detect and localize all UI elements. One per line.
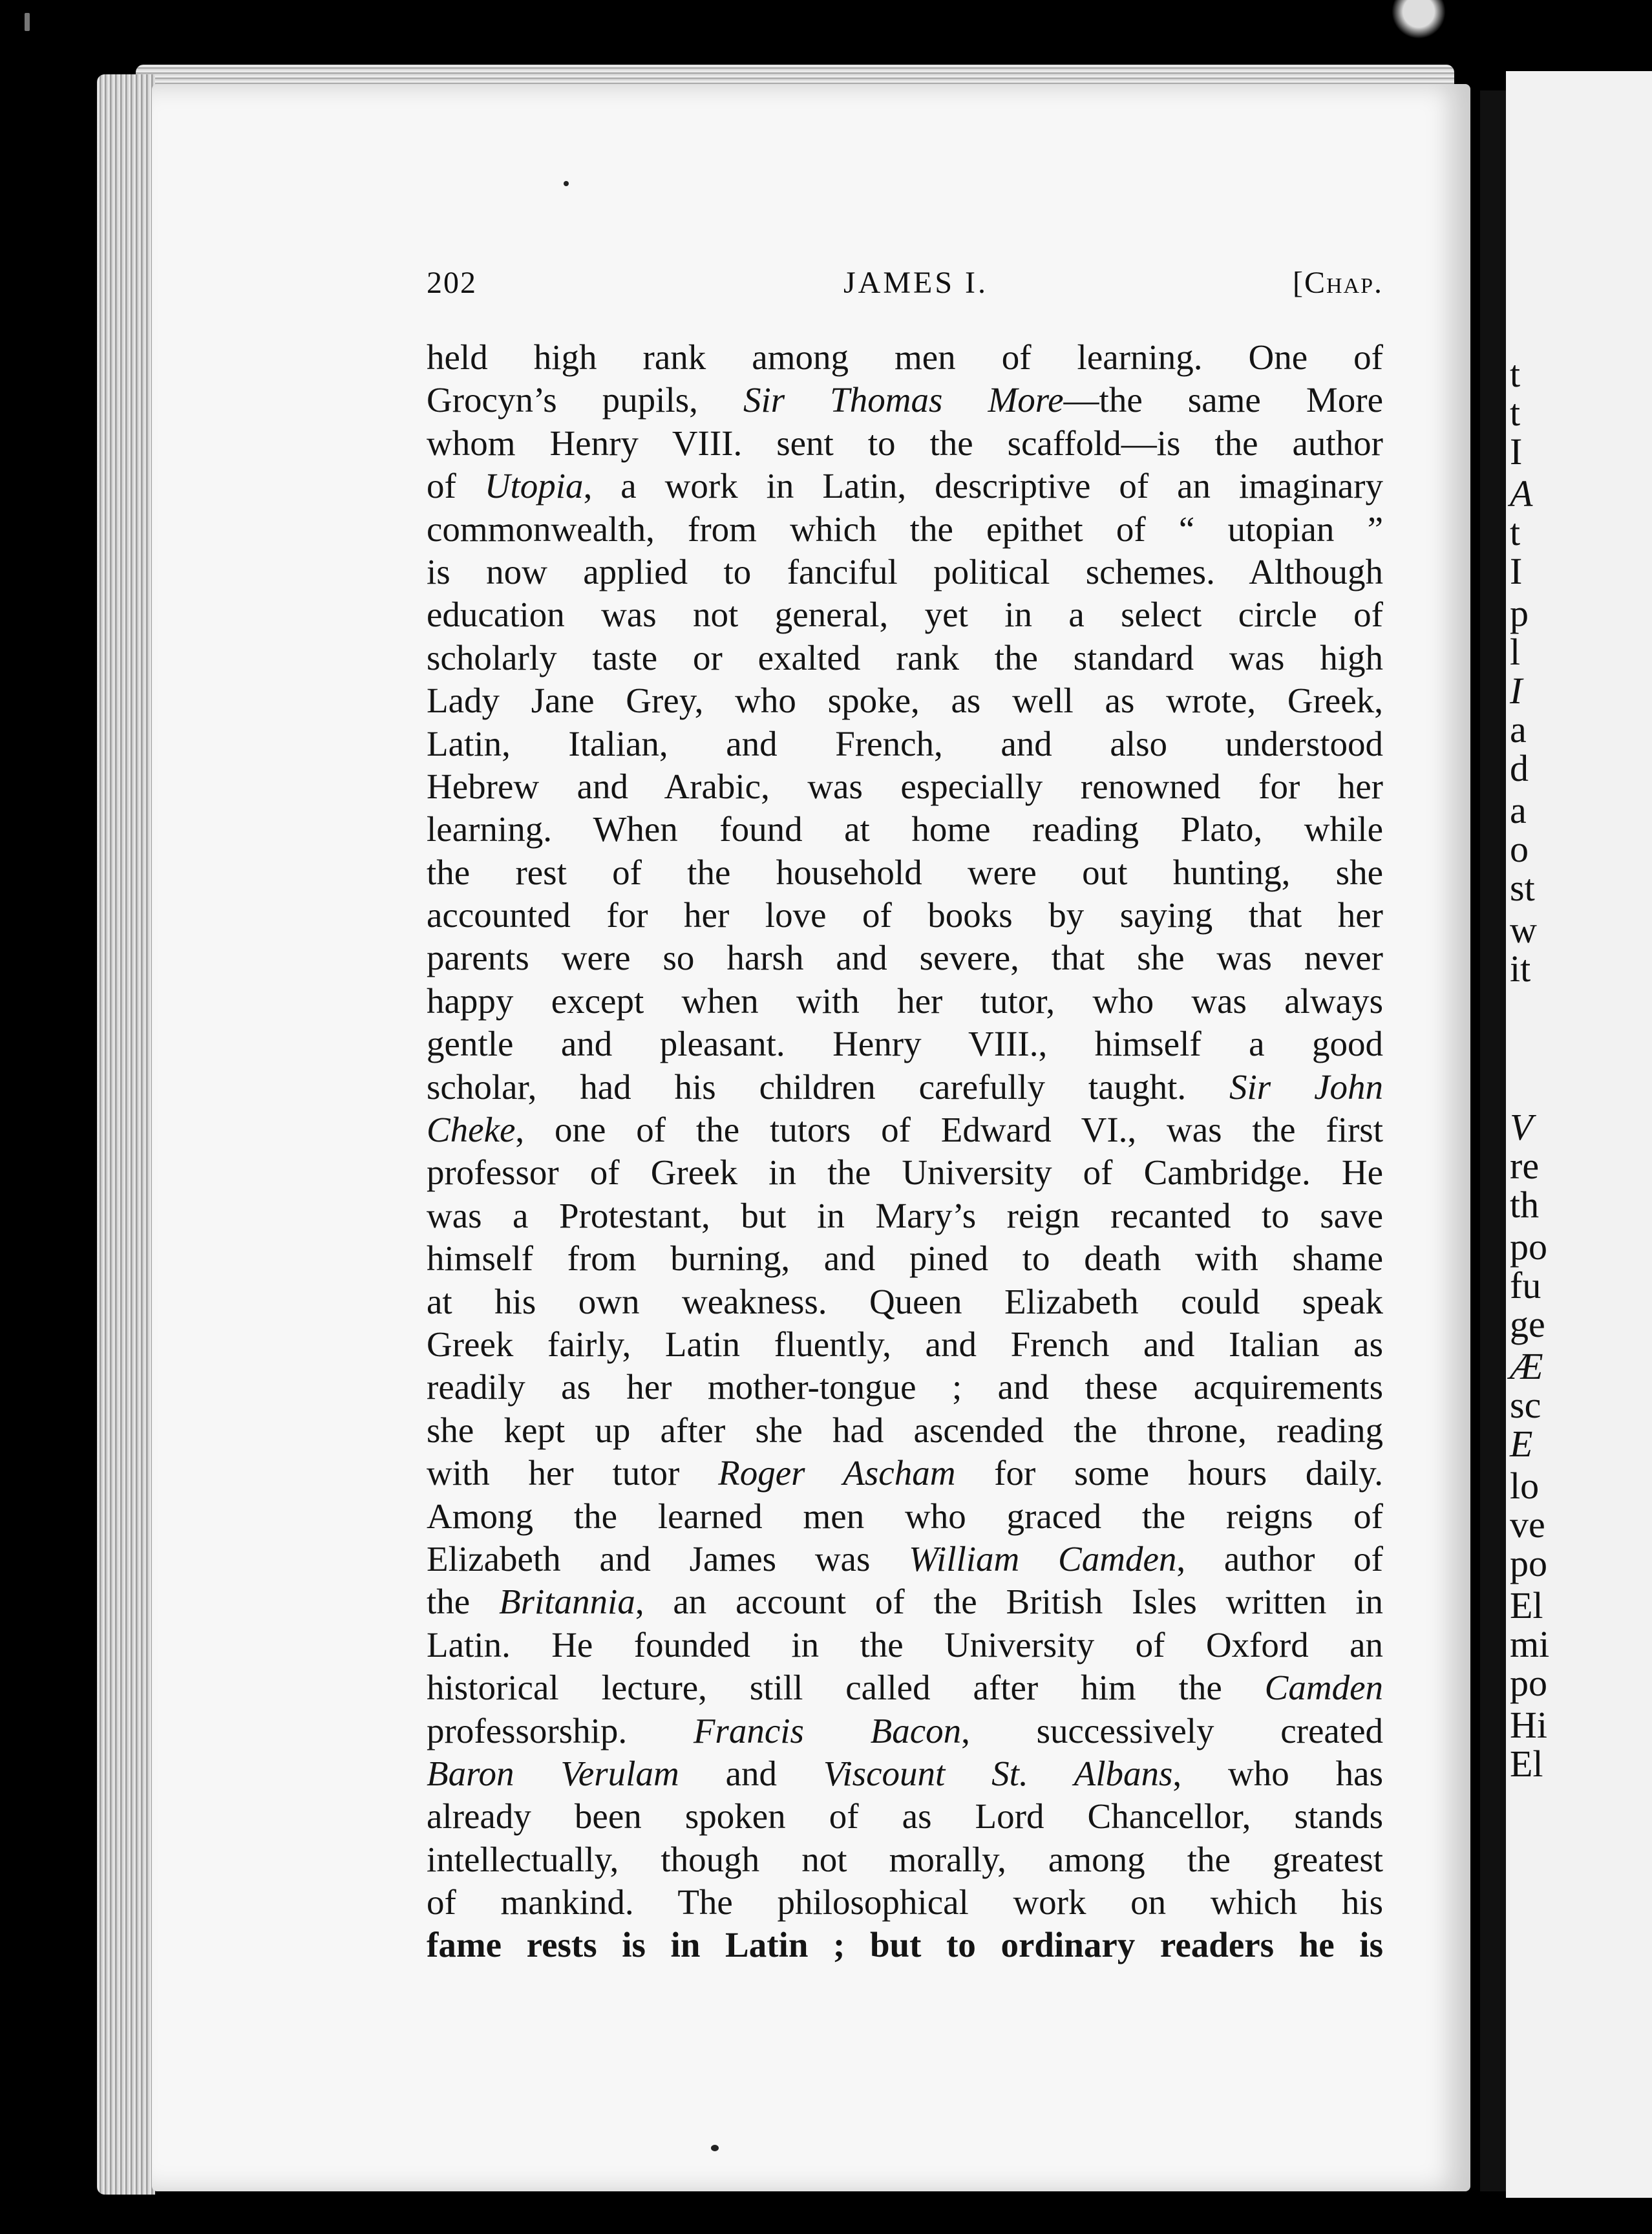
body-text xyxy=(427,336,1383,1967)
text-segment: the rest of the household were out hunting, she xyxy=(427,852,1383,892)
book-page-edges-left xyxy=(97,74,155,2195)
text-segment: gentle and pleasant. Henry VIII., himself a good xyxy=(427,1024,1383,1064)
facing-page-fragment: po xyxy=(1510,1542,1547,1584)
text-line xyxy=(427,1881,1383,1924)
text-line xyxy=(427,1924,1383,1966)
text-segment: Camden xyxy=(1264,1668,1383,1708)
text-line xyxy=(427,465,1383,507)
facing-page-fragment: l xyxy=(1510,631,1521,673)
facing-page-fragment: V xyxy=(1510,1106,1533,1148)
facing-page-fragment: po xyxy=(1510,1226,1547,1268)
text-segment: Among the learned men who graced the reigns of xyxy=(427,1496,1383,1536)
text-segment: accounted for her love of books by saying that her xyxy=(427,895,1383,935)
text-segment: intellectually, though not morally, among the greatest xyxy=(427,1839,1383,1879)
running-title: JAMES I. xyxy=(843,266,989,300)
facing-page xyxy=(1506,71,1652,2198)
text-line xyxy=(427,1838,1383,1881)
facing-page-fragment: Æ xyxy=(1510,1345,1543,1387)
ink-speck xyxy=(564,181,569,186)
facing-page-fragment: E xyxy=(1510,1423,1533,1465)
text-line xyxy=(427,1281,1383,1323)
text-segment: with her tutor xyxy=(427,1453,719,1493)
text-segment: , who has xyxy=(1172,1753,1383,1793)
facing-page-fragment: I xyxy=(1510,670,1523,712)
top-paper-tear xyxy=(1383,0,1454,39)
facing-page-fragment: a xyxy=(1510,789,1527,831)
text-line xyxy=(427,765,1383,808)
text-line xyxy=(427,508,1383,551)
facing-page-fragment: I xyxy=(1510,550,1523,592)
facing-page-fragment: Hi xyxy=(1510,1704,1547,1746)
text-segment: already been spoken of as Lord Chancellor, stands xyxy=(427,1796,1383,1836)
facing-page-fragment: El xyxy=(1510,1584,1543,1626)
text-segment: scholar, had his children carefully taught. xyxy=(427,1067,1230,1107)
facing-page-fragment: t xyxy=(1510,392,1521,434)
ink-speck xyxy=(25,13,30,31)
text-segment: Francis Bacon xyxy=(693,1710,962,1750)
facing-page-fragment: d xyxy=(1510,747,1529,789)
text-line xyxy=(427,1495,1383,1538)
text-segment: she kept up after she had ascended the throne, reading xyxy=(427,1410,1383,1450)
text-segment: the xyxy=(427,1582,499,1622)
text-line xyxy=(427,637,1383,679)
text-segment: is now applied to fanciful political schemes. Although xyxy=(427,551,1383,591)
text-segment: Sir John xyxy=(1229,1067,1383,1107)
text-segment: professor of Greek in the University of Cambridge. He xyxy=(427,1153,1383,1193)
text-segment: Grocyn’s pupils, xyxy=(427,380,743,420)
text-line xyxy=(427,937,1383,979)
text-line xyxy=(427,551,1383,593)
facing-page-fragment: ve xyxy=(1510,1504,1545,1546)
facing-page-fragment: fu xyxy=(1510,1264,1541,1306)
facing-page-fragment: t xyxy=(1510,353,1521,395)
facing-page-fragment: I xyxy=(1510,431,1523,473)
text-segment: Sir Thomas More xyxy=(743,380,1064,420)
text-line xyxy=(427,379,1383,421)
text-line xyxy=(427,1366,1383,1409)
facing-page-fragment: st xyxy=(1510,867,1535,909)
text-line xyxy=(427,1580,1383,1623)
text-segment: Lady Jane Grey, who spoke, as well as wrote, Greek, xyxy=(427,681,1383,721)
text-segment: readily as her mother-tongue ; and these acquirements xyxy=(427,1367,1383,1407)
chapter-label: [Chap. xyxy=(1292,266,1383,300)
page-number: 202 xyxy=(427,266,477,300)
text-segment: Greek fairly, Latin fluently, and French and Italian as xyxy=(427,1324,1383,1364)
text-line xyxy=(427,593,1383,636)
text-line xyxy=(427,723,1383,765)
facing-page-fragment: re xyxy=(1510,1145,1540,1187)
facing-page-fragment: lo xyxy=(1510,1465,1540,1507)
text-segment: Elizabeth and James was xyxy=(427,1538,909,1579)
facing-page-fragment: w xyxy=(1510,909,1537,951)
text-segment: , a work in Latin, descriptive of an imaginary xyxy=(583,466,1383,506)
page-header xyxy=(427,259,1383,310)
text-segment: professorship. xyxy=(427,1710,694,1750)
text-segment: for some hours daily. xyxy=(955,1453,1383,1493)
text-line xyxy=(427,1023,1383,1065)
text-segment: , successively created xyxy=(961,1710,1383,1750)
text-segment: scholarly taste or exalted rank the standard was high xyxy=(427,637,1383,677)
text-line xyxy=(427,851,1383,894)
text-line xyxy=(427,1066,1383,1109)
text-segment: Viscount St. Albans xyxy=(823,1753,1173,1793)
text-line xyxy=(427,1237,1383,1280)
text-line xyxy=(427,1323,1383,1366)
text-segment: Roger Ascham xyxy=(718,1453,956,1493)
text-segment: happy except when with her tutor, who was always xyxy=(427,981,1383,1021)
text-line xyxy=(427,980,1383,1023)
ink-speck xyxy=(711,2145,719,2151)
text-line xyxy=(427,679,1383,722)
text-segment: learning. When found at home reading Plato, while xyxy=(427,809,1383,849)
facing-page-fragment: mi xyxy=(1510,1623,1550,1665)
text-segment: of mankind. The philosophical work on which his xyxy=(427,1882,1383,1922)
facing-page-fragment: o xyxy=(1510,828,1529,870)
text-line xyxy=(427,1151,1383,1194)
facing-page-fragment: A xyxy=(1510,473,1533,515)
text-segment: himself from burning, and pined to death with shame xyxy=(427,1239,1383,1279)
text-segment: fame rests is in Latin ; but to ordinary readers he is xyxy=(427,1925,1383,1965)
facing-page-fragment: p xyxy=(1510,592,1529,634)
text-line xyxy=(427,1795,1383,1838)
text-line xyxy=(427,1752,1383,1795)
facing-page-fragment: t xyxy=(1510,511,1521,553)
text-line xyxy=(427,1195,1383,1237)
facing-page-fragment: El xyxy=(1510,1743,1543,1785)
text-segment: Baron Verulam xyxy=(427,1753,679,1793)
facing-page-fragment: sc xyxy=(1510,1384,1541,1426)
text-line xyxy=(427,1452,1383,1495)
text-segment: of xyxy=(427,466,485,506)
facing-page-fragment: a xyxy=(1510,708,1527,750)
text-segment: , an account of the British Isles written in xyxy=(635,1582,1383,1622)
text-segment: Latin, Italian, and French, and also understood xyxy=(427,723,1383,763)
text-segment: Cheke xyxy=(427,1110,516,1150)
text-line xyxy=(427,336,1383,379)
text-segment: was a Protestant, but in Mary’s reign recanted to save xyxy=(427,1195,1383,1235)
text-segment: Britannia xyxy=(498,1582,635,1622)
text-segment: , author of xyxy=(1176,1538,1383,1579)
text-line xyxy=(427,1109,1383,1151)
text-segment: Utopia xyxy=(484,466,584,506)
text-segment: commonwealth, from which the epithet of “ utopian ” xyxy=(427,509,1383,549)
text-segment: at his own weakness. Queen Elizabeth could speak xyxy=(427,1281,1383,1321)
text-segment: , one of the tutors of Edward VI., was the first xyxy=(515,1110,1383,1150)
facing-page-fragment: it xyxy=(1510,948,1531,990)
text-line xyxy=(427,1624,1383,1666)
text-line xyxy=(427,894,1383,937)
facing-page-fragment: po xyxy=(1510,1662,1547,1704)
facing-page-fragment: th xyxy=(1510,1184,1540,1226)
text-segment: whom Henry VIII. sent to the scaffold—is the author xyxy=(427,423,1383,463)
text-segment: William Camden xyxy=(909,1538,1177,1579)
text-segment: education was not general, yet in a select circle of xyxy=(427,595,1383,635)
text-segment: and xyxy=(679,1753,823,1793)
text-segment: Latin. He founded in the University of Oxford an xyxy=(427,1624,1383,1665)
text-segment: —the same More xyxy=(1063,380,1383,420)
text-line xyxy=(427,1666,1383,1709)
text-line xyxy=(427,1710,1383,1752)
text-segment: historical lecture, still called after him the xyxy=(427,1668,1265,1708)
text-line xyxy=(427,1538,1383,1580)
facing-page-fragment: ge xyxy=(1510,1303,1545,1345)
book-gutter xyxy=(1480,90,1506,2191)
text-segment: Hebrew and Arabic, was especially renowned for her xyxy=(427,766,1383,806)
text-segment: parents were so harsh and severe, that she was never xyxy=(427,938,1383,978)
text-line xyxy=(427,808,1383,851)
text-segment: held high rank among men of learning. One of xyxy=(427,337,1383,377)
text-line xyxy=(427,1409,1383,1452)
text-line xyxy=(427,422,1383,465)
